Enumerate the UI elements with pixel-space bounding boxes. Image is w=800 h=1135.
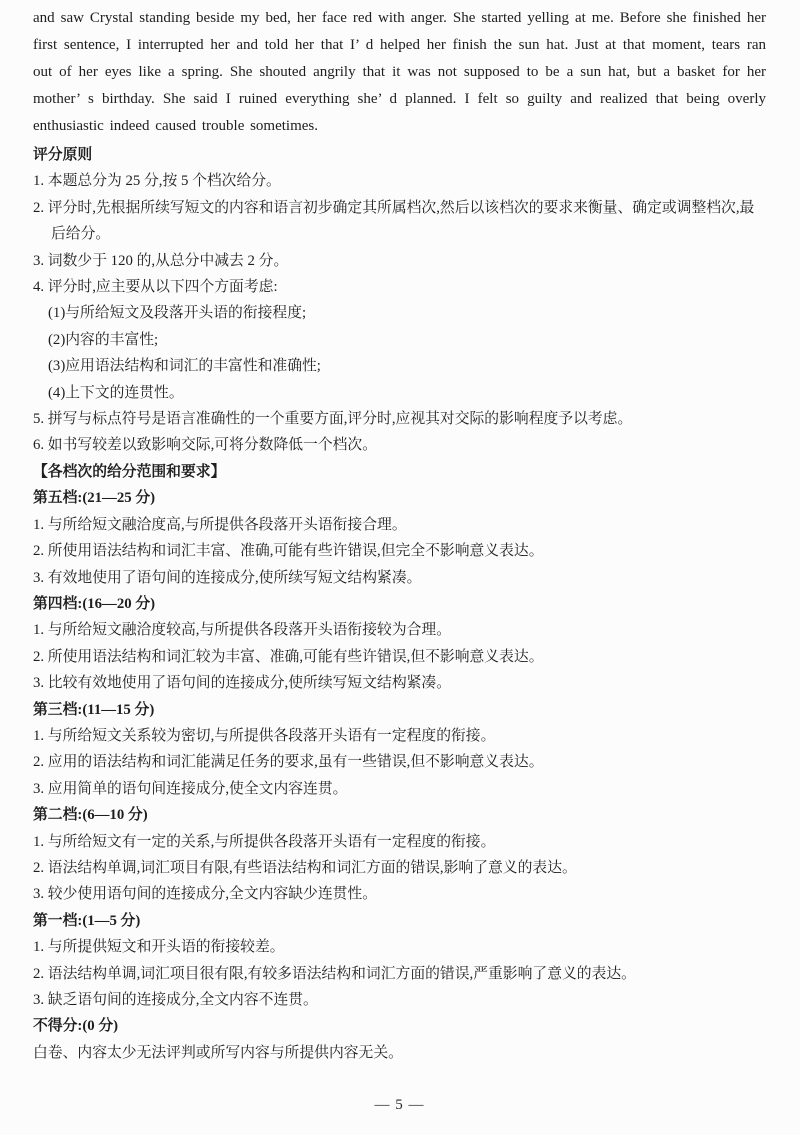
band-item: 1. 与所给短文关系较为密切,与所提供各段落开头语有一定程度的衔接。 — [33, 727, 496, 744]
principle-item: 4. 评分时,应主要从以下四个方面考虑: — [33, 279, 278, 296]
band-block — [33, 697, 766, 803]
band-item: 3. 比较有效地使用了语句间的连接成分,使所续写短文结构紧凑。 — [33, 675, 452, 692]
principle-item: 3. 词数少于 120 的,从总分中减去 2 分。 — [33, 252, 289, 269]
band-item: 2. 应用的语法结构和词汇能满足任务的要求,虽有一些错误,但不影响意义表达。 — [33, 754, 544, 771]
band-block — [33, 802, 766, 908]
band-item: 3. 应用简单的语句间连接成分,使全文内容连贯。 — [33, 780, 348, 797]
band-item: 2. 所使用语法结构和词汇丰富、准确,可能有些许错误,但完全不影响意义表达。 — [33, 543, 544, 560]
continuation-paragraph: and saw Crystal standing beside my bed, her face red with anger. She started yelling at me. Before she finished her first sentence, I interrupted her and told her that I’ d helped her finish the sun hat. Just at that moment, tears ran out of her eyes like a spring. She shouted angrily that it was not supposed to be a sun hat, but a basket for her mother’ s birthday. She said I ruined everything she’ d planned. I felt so guilty and realized that being overly enthusiastic indeed caused trouble sometimes. — [33, 10, 766, 134]
band-item: 1. 与所给短文有一定的关系,与所提供各段落开头语有一定程度的衔接。 — [33, 833, 496, 850]
scoring-section — [33, 142, 766, 1066]
band-item: 1. 与所给短文融洽度较高,与所提供各段落开头语衔接较为合理。 — [33, 622, 452, 639]
band-block — [33, 591, 766, 697]
band-item: 2. 语法结构单调,词汇项目很有限,有较多语法结构和词汇方面的错误,严重影响了意义的表达。 — [33, 965, 636, 982]
principle-subitem: (1)与所给短文及段落开头语的衔接程度; — [48, 305, 307, 322]
no-score-title: 不得分:(0 分) — [33, 1018, 119, 1035]
principle-subitem: (4)上下文的连贯性。 — [48, 384, 184, 401]
page-number: — 5 — — [374, 1097, 425, 1114]
band-block — [33, 1013, 766, 1066]
principle-subitem: (3)应用语法结构和词汇的丰富性和准确性; — [48, 358, 321, 375]
scoring-principles-heading: 评分原则 — [33, 147, 93, 163]
band-title: 第二档:(6—10 分) — [33, 807, 148, 824]
principle-item: 6. 如书写较差以致影响交际,可将分数降低一个档次。 — [33, 437, 378, 454]
band-title: 第三档:(11—15 分) — [33, 701, 155, 718]
band-block — [33, 908, 766, 1014]
band-item: 2. 语法结构单调,词汇项目有限,有些语法结构和词汇方面的错误,影响了意义的表达。 — [33, 859, 577, 876]
band-title: 第一档:(1—5 分) — [33, 912, 141, 929]
no-score-text: 白卷、内容太少无法评判或所写内容与所提供内容无关。 — [33, 1044, 403, 1061]
principle-item: 5. 拼写与标点符号是语言准确性的一个重要方面,评分时,应视其对交际的影响程度予以考虑。 — [33, 411, 633, 428]
principle-item: 2. 评分时,先根据所续写短文的内容和语言初步确定其所属档次,然后以该档次的要求来衡量、确定或调整档次,最后给分。 — [33, 199, 755, 243]
band-title: 第五档:(21—25 分) — [33, 490, 156, 507]
band-block — [33, 485, 766, 591]
band-title: 第四档:(16—20 分) — [33, 595, 156, 612]
bands-heading: 【各档次的给分范围和要求】 — [33, 463, 226, 480]
principle-item: 1. 本题总分为 25 分,按 5 个档次给分。 — [33, 173, 281, 190]
band-item: 2. 所使用语法结构和词汇较为丰富、准确,可能有些许错误,但不影响意义表达。 — [33, 648, 544, 665]
band-item: 3. 较少使用语句间的连接成分,全文内容缺少连贯性。 — [33, 886, 378, 903]
band-item: 3. 有效地使用了语句间的连接成分,使所续写短文结构紧凑。 — [33, 569, 422, 586]
principle-subitem: (2)内容的丰富性; — [48, 331, 159, 348]
band-item: 3. 缺乏语句间的连接成分,全文内容不连贯。 — [33, 992, 318, 1008]
band-item: 1. 与所提供短文和开头语的衔接较差。 — [33, 939, 285, 956]
band-item: 1. 与所给短文融洽度高,与所提供各段落开头语衔接合理。 — [33, 516, 407, 533]
